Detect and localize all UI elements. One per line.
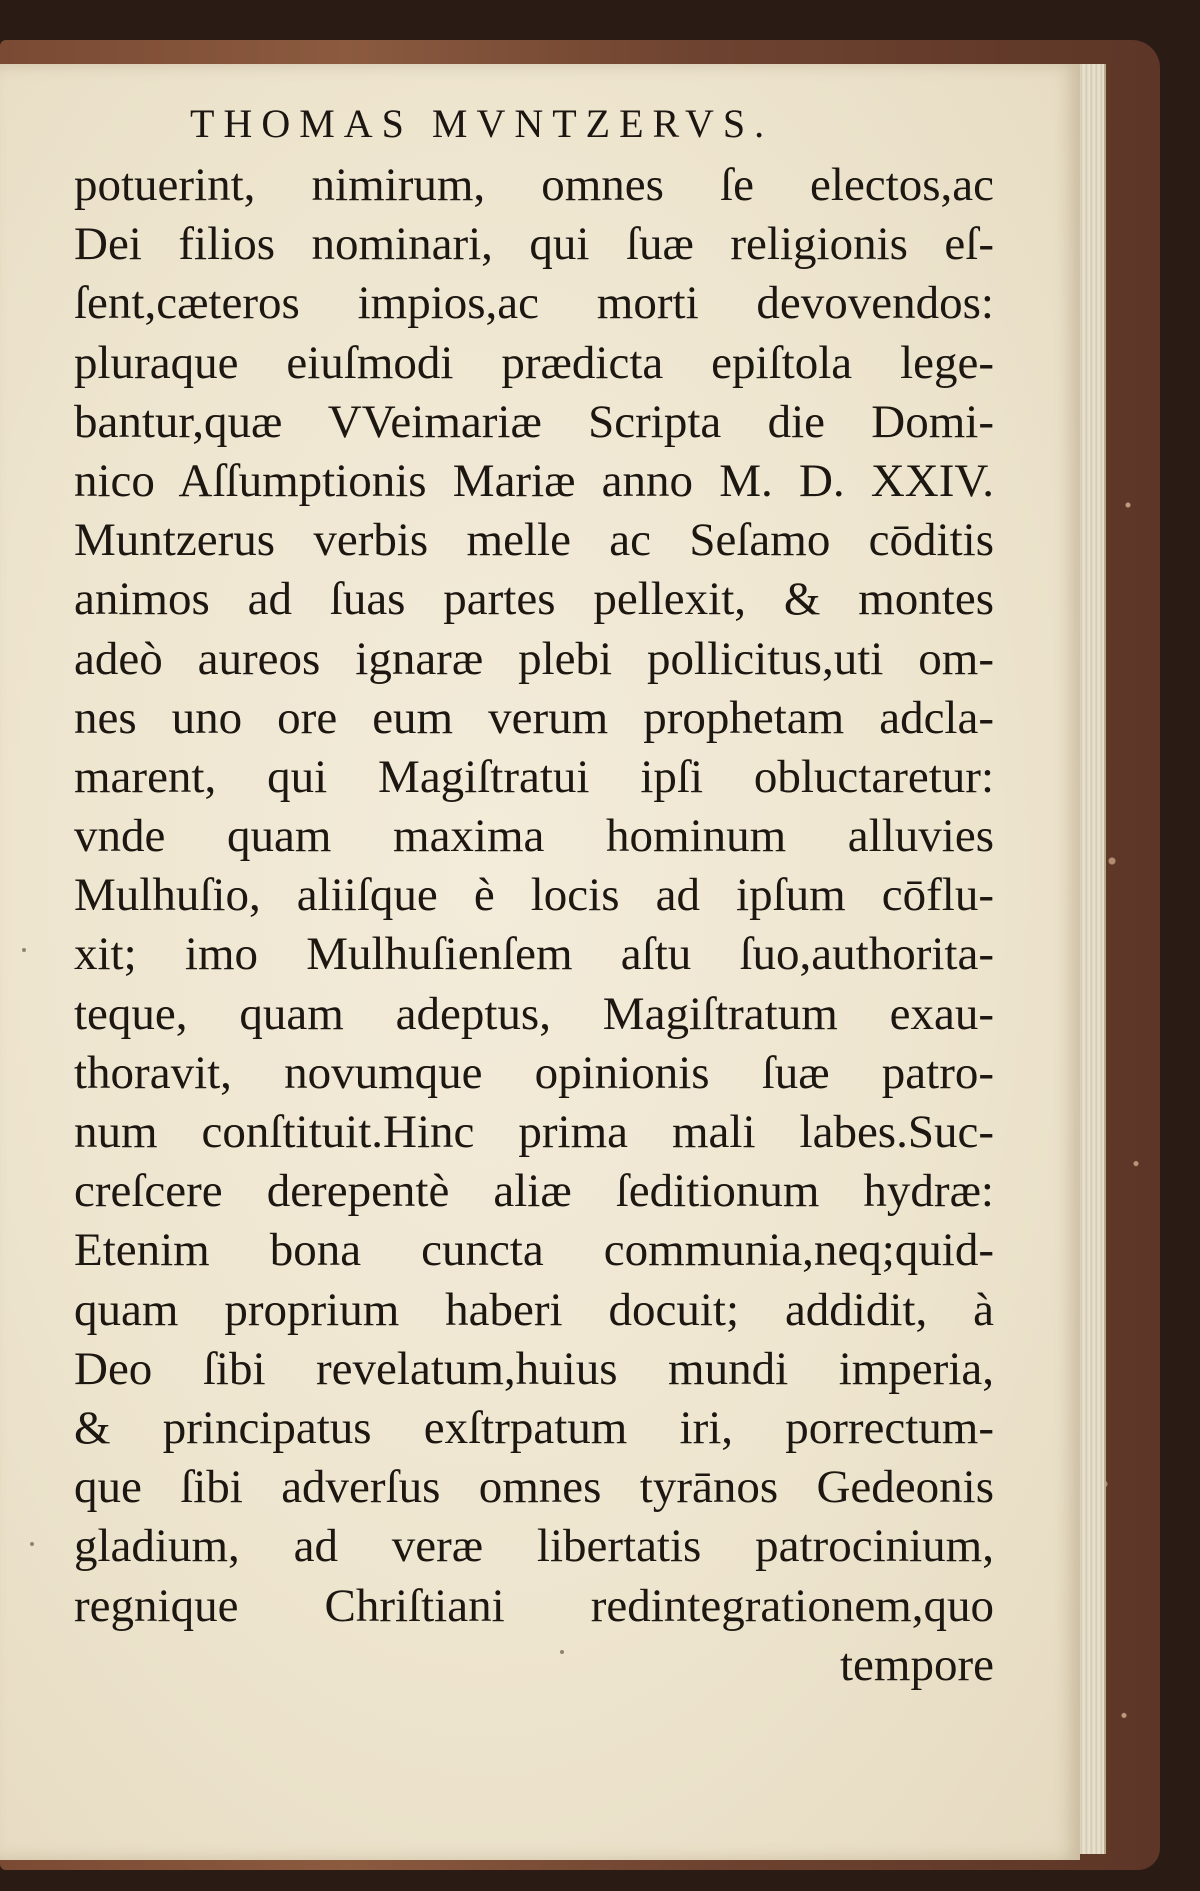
- ink-fleck: [30, 1542, 34, 1546]
- text-line: nes uno ore eum verum prophetam adcla-: [74, 691, 994, 744]
- text-line: que ſibi adverſus omnes tyrānos Gedeonis: [74, 1461, 994, 1514]
- text-line: num conſtituit.Hinc prima mali labes.Suc-: [74, 1106, 994, 1158]
- body-text: [74, 156, 994, 1695]
- text-line: Mulhuſio, aliiſque è locis ad ipſum cōflu-: [74, 869, 994, 922]
- text-line: ſent,cæteros impios,ac morti devovendos:: [74, 277, 994, 330]
- text-line: marent, qui Magiſtratui ipſi obluctaretur:: [74, 750, 994, 803]
- text-line: thoravit, novumque opinionis ſuæ patro-: [74, 1046, 994, 1099]
- text-line: pluraque eiuſmodi prædicta epiſtola lege-: [74, 336, 994, 389]
- text-line: xit; imo Mulhuſienſem aſtu ſuo,authorita-: [74, 928, 994, 981]
- text-line: Muntzerus verbis melle ac Seſamo cōditis: [74, 514, 994, 567]
- text-line: nico Aſſumptionis Mariæ anno M. D. XXIV.: [74, 454, 994, 507]
- text-line: regnique Chriſtiani redintegrationem,quo: [74, 1579, 994, 1632]
- text-line: quam proprium haberi docuit; addidit, à: [74, 1283, 994, 1336]
- text-line: potuerint, nimirum, omnes ſe electos,ac: [74, 159, 994, 211]
- text-line: creſcere derepentè aliæ ſeditionum hydræ:: [74, 1165, 994, 1218]
- catchword: tempore: [840, 1638, 994, 1691]
- text-line: teque, quam adeptus, Magiſtratum exau-: [74, 987, 994, 1040]
- text-line: Deo ſibi revelatum,huius mundi imperia,: [74, 1342, 994, 1395]
- ink-fleck: [560, 1650, 564, 1654]
- text-line: bantur,quæ VVeimariæ Scripta die Domi-: [74, 395, 994, 448]
- text-line: adeò aureos ignaræ plebi pollicitus,uti om-: [74, 632, 994, 685]
- text-line: & principatus exſtrpatum iri, porrectum-: [74, 1401, 994, 1454]
- text-line: Etenim bona cuncta communia,neq;quid-: [74, 1224, 994, 1277]
- text-line: vnde quam maxima hominum alluvies: [74, 810, 994, 863]
- text-line: gladium, ad veræ libertatis patrocinium,: [74, 1520, 994, 1573]
- text-line: Dei filios nominari, qui ſuæ religionis eſ-: [74, 218, 994, 271]
- ink-fleck: [22, 948, 26, 952]
- text-line: animos ad ſuas partes pellexit, & montes: [74, 573, 994, 626]
- running-head: THOMAS MVNTZERVS.: [190, 101, 774, 146]
